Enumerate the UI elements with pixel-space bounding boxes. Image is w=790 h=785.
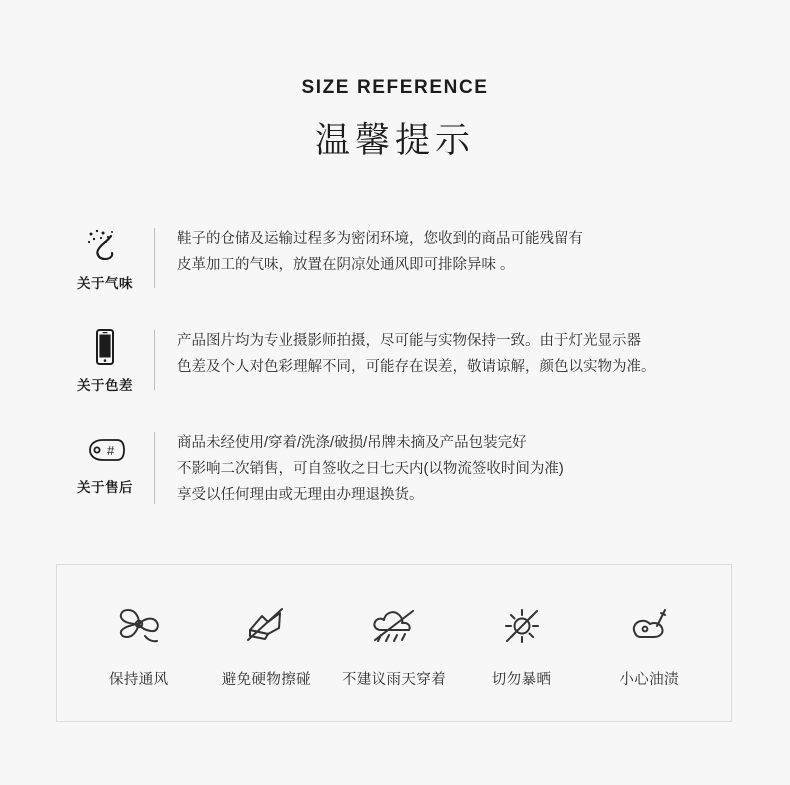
- page-title-en: SIZE REFERENCE: [301, 77, 489, 98]
- note-icon-block: [56, 326, 154, 394]
- note-item: [56, 224, 746, 292]
- care-label: 避免硬物擦碰: [221, 671, 312, 688]
- tag-icon: [56, 430, 154, 470]
- care-label: 小心油渍: [619, 671, 679, 688]
- care-item: [203, 598, 331, 689]
- note-label: 关于气味: [77, 276, 133, 291]
- care-item: [458, 598, 586, 689]
- no-hard-scratch-icon: [203, 598, 331, 654]
- note-text-line: 色差及个人对色彩理解不同，可能存在误差，敬请谅解，颜色以实物为准。: [177, 359, 656, 375]
- no-rain-icon: [330, 598, 458, 654]
- note-label: 关于色差: [77, 378, 133, 393]
- note-text-line: 皮革加工的气味，放置在阴凉处通风即可排除异味 。: [177, 257, 515, 273]
- svg-text:#: #: [107, 443, 115, 458]
- care-label: 切勿暴晒: [491, 671, 552, 688]
- note-label: 关于售后: [77, 480, 133, 495]
- care-instructions-panel: [56, 564, 732, 722]
- smell-icon: [56, 226, 154, 266]
- note-text: [155, 326, 656, 380]
- care-item: [585, 598, 713, 689]
- care-item: [330, 598, 458, 689]
- care-item: [75, 598, 203, 689]
- care-items-row: [57, 565, 731, 721]
- ventilation-fan-icon: [75, 598, 203, 654]
- note-icon-block: [56, 428, 154, 496]
- phone-icon: [56, 328, 154, 368]
- note-text: [155, 224, 583, 278]
- oil-stain-icon: [585, 598, 713, 654]
- note-text-line: 享受以任何理由或无理由办理退换货。: [177, 487, 424, 503]
- care-label: 不建议雨天穿着: [341, 671, 447, 688]
- note-item: [56, 326, 746, 394]
- care-label: 保持通风: [108, 671, 169, 688]
- page-title-cn: 温馨提示: [314, 121, 475, 160]
- note-item: [56, 428, 746, 508]
- note-icon-block: [56, 224, 154, 292]
- page-header: [0, 0, 790, 158]
- note-text: [155, 428, 564, 508]
- note-text-line: 商品未经使用/穿着/洗涤/破损/吊牌未摘及产品包装完好: [177, 435, 527, 451]
- notes-list: [0, 224, 790, 508]
- no-sun-exposure-icon: [458, 598, 586, 654]
- note-text-line: 鞋子的仓储及运输过程多为密闭环境，您收到的商品可能残留有: [177, 231, 583, 247]
- note-text-line: 不影响二次销售，可自签收之日七天内(以物流签收时间为准): [177, 461, 564, 477]
- note-text-line: 产品图片均为专业摄影师拍摄，尽可能与实物保持一致。由于灯光显示器: [177, 333, 641, 349]
